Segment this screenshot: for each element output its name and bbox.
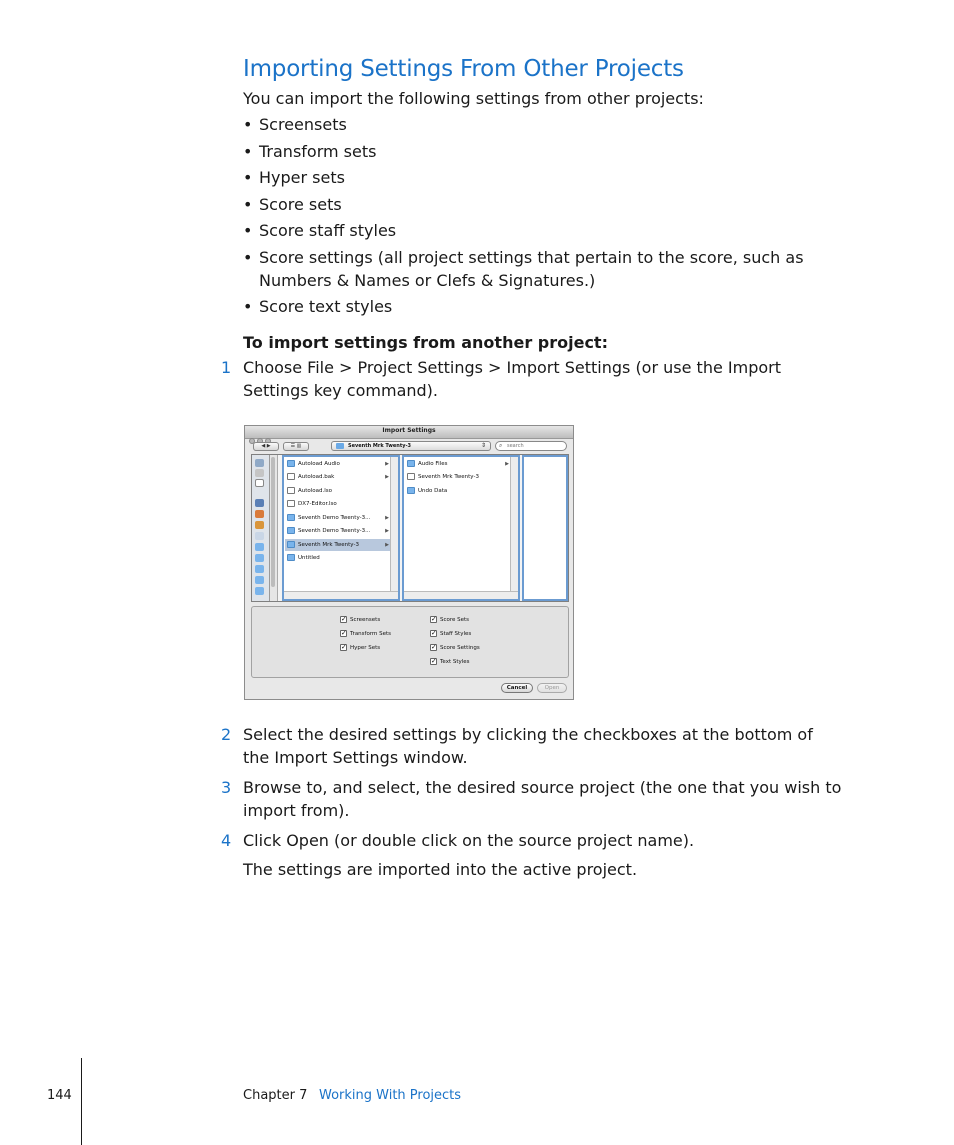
list-item[interactable]: Autoload Audio ▶: [285, 458, 393, 470]
list-item[interactable]: Seventh Demo Twenty-3... ▶: [285, 525, 393, 537]
file-icon: [287, 500, 295, 507]
step-number: 2: [221, 725, 232, 744]
disclosure-arrow-icon: ▶: [385, 474, 389, 480]
folder-icon[interactable]: [255, 543, 264, 551]
folder-icon: [407, 460, 415, 467]
view-toggle-buttons[interactable]: [283, 442, 309, 451]
applications-icon[interactable]: [255, 521, 264, 529]
list-item-selected[interactable]: Seventh Mrk Twenty-3 ▶: [285, 539, 393, 551]
home-icon[interactable]: [255, 510, 264, 518]
disclosure-arrow-icon: ▶: [385, 528, 389, 534]
browser-column-1: [282, 455, 400, 601]
step-2: [221, 723, 843, 769]
window-title: Import Settings: [382, 427, 436, 434]
window-titlebar: [245, 426, 573, 439]
back-arrow-icon[interactable]: ◀: [261, 443, 266, 449]
disclosure-arrow-icon: ▶: [385, 461, 389, 467]
folder-icon: [336, 443, 344, 449]
column-scrollbar[interactable]: [510, 457, 518, 599]
updown-arrows-icon: ⇕: [480, 442, 486, 449]
disk-icon[interactable]: [255, 469, 264, 477]
list-item: • Transform sets: [243, 140, 843, 163]
cancel-button[interactable]: Cancel: [501, 683, 533, 693]
network-icon[interactable]: [255, 459, 264, 467]
list-item[interactable]: Seventh Mrk Twenty-3: [405, 471, 513, 483]
list-item[interactable]: Autoload.bak ▶: [285, 471, 393, 483]
file-icon: [287, 487, 295, 494]
folder-icon[interactable]: [255, 587, 264, 595]
list-item[interactable]: Seventh Demo Twenty-3... ▶: [285, 512, 393, 524]
footer-chapter: Chapter 7: [243, 1088, 308, 1103]
intro-text: You can import the following settings from other projects:: [243, 89, 704, 108]
folder-icon[interactable]: [255, 565, 264, 573]
step-text: Choose File > Project Settings > Import Settings (or use the Import Settings key command).: [243, 358, 781, 400]
places-sidebar: [252, 455, 270, 601]
list-item: • Score text styles: [243, 295, 843, 318]
browser-column-2: [402, 455, 520, 601]
list-item[interactable]: Audio Files ▶: [405, 458, 513, 470]
footer-chapter-title: Working With Projects: [319, 1088, 462, 1103]
procedure-heading: To import settings from another project:: [243, 333, 608, 352]
list-item: • Score sets: [243, 193, 843, 216]
page-heading: Importing Settings From Other Projects: [243, 56, 684, 82]
step-3: [221, 776, 843, 822]
list-item[interactable]: Untitled: [285, 552, 393, 564]
step-number: 4: [221, 831, 232, 850]
file-icon: [287, 473, 295, 480]
step-number: 1: [221, 358, 232, 377]
list-item[interactable]: DX7-Editor.lso: [285, 498, 393, 510]
import-settings-dialog: [244, 425, 574, 700]
step-text: Browse to, and select, the desired source project (the one that you wish to import from).: [243, 778, 842, 820]
list-item[interactable]: Undo Data: [405, 485, 513, 497]
location-label: Seventh Mrk Twenty-3: [348, 443, 412, 449]
list-item: • Score settings (all project settings that pertain to the score, such as Numbers & Names or Clefs & Signatures.): [243, 246, 843, 292]
forward-arrow-icon[interactable]: ▶: [266, 443, 271, 449]
column-view-icon[interactable]: ▥: [296, 443, 302, 449]
import-options-panel: ✓ Screensets ✓ Transform Sets ✓ Hyper Sets ✓ Score Sets ✓ Staff Styles ✓ Score Settings ✓ Text Styles: [251, 606, 569, 678]
folder-icon[interactable]: [255, 576, 264, 584]
disclosure-arrow-icon: ▶: [385, 515, 389, 521]
list-view-icon[interactable]: ☰: [290, 443, 296, 449]
back-forward-buttons[interactable]: [253, 442, 279, 451]
step-4: [221, 829, 843, 852]
file-browser: [251, 454, 569, 602]
list-item: • Hyper sets: [243, 166, 843, 189]
location-popup[interactable]: [331, 441, 491, 451]
sidebar-scrollbar[interactable]: [270, 455, 278, 601]
folder-icon: [287, 514, 295, 521]
result-note: The settings are imported into the active project.: [243, 860, 638, 879]
folder-icon: [287, 460, 295, 467]
browser-column-3: [522, 455, 568, 601]
document-icon[interactable]: [255, 479, 264, 487]
folder-icon: [407, 487, 415, 494]
step-text: Select the desired settings by clicking the checkboxes at the bottom of the Import Settings window.: [243, 725, 813, 767]
file-icon: [407, 473, 415, 480]
folder-icon: [287, 527, 295, 534]
list-item: • Score staff styles: [243, 219, 843, 242]
folder-icon[interactable]: [255, 554, 264, 562]
settings-list: [243, 113, 843, 322]
list-item: • Screensets: [243, 113, 843, 136]
step-text: Click Open (or double click on the source project name).: [243, 831, 695, 850]
column-resize-bar[interactable]: [284, 591, 398, 599]
list-item[interactable]: Autoload.lso: [285, 485, 393, 497]
step-number: 3: [221, 778, 232, 797]
column-scrollbar[interactable]: [390, 457, 398, 599]
open-button[interactable]: Open: [537, 683, 567, 693]
search-field[interactable]: [495, 441, 567, 451]
folder-icon: [287, 541, 295, 548]
desktop-icon[interactable]: [255, 499, 264, 507]
disclosure-arrow-icon: ▶: [505, 461, 509, 467]
column-resize-bar[interactable]: [404, 591, 518, 599]
footer-divider: [81, 1058, 82, 1145]
page-number: 144: [47, 1088, 72, 1103]
search-placeholder: search: [507, 443, 524, 449]
step-1: [221, 356, 843, 402]
search-icon: ⌕: [499, 442, 503, 449]
documents-folder-icon[interactable]: [255, 532, 264, 540]
folder-icon: [287, 554, 295, 561]
disclosure-arrow-icon: ▶: [385, 542, 389, 548]
